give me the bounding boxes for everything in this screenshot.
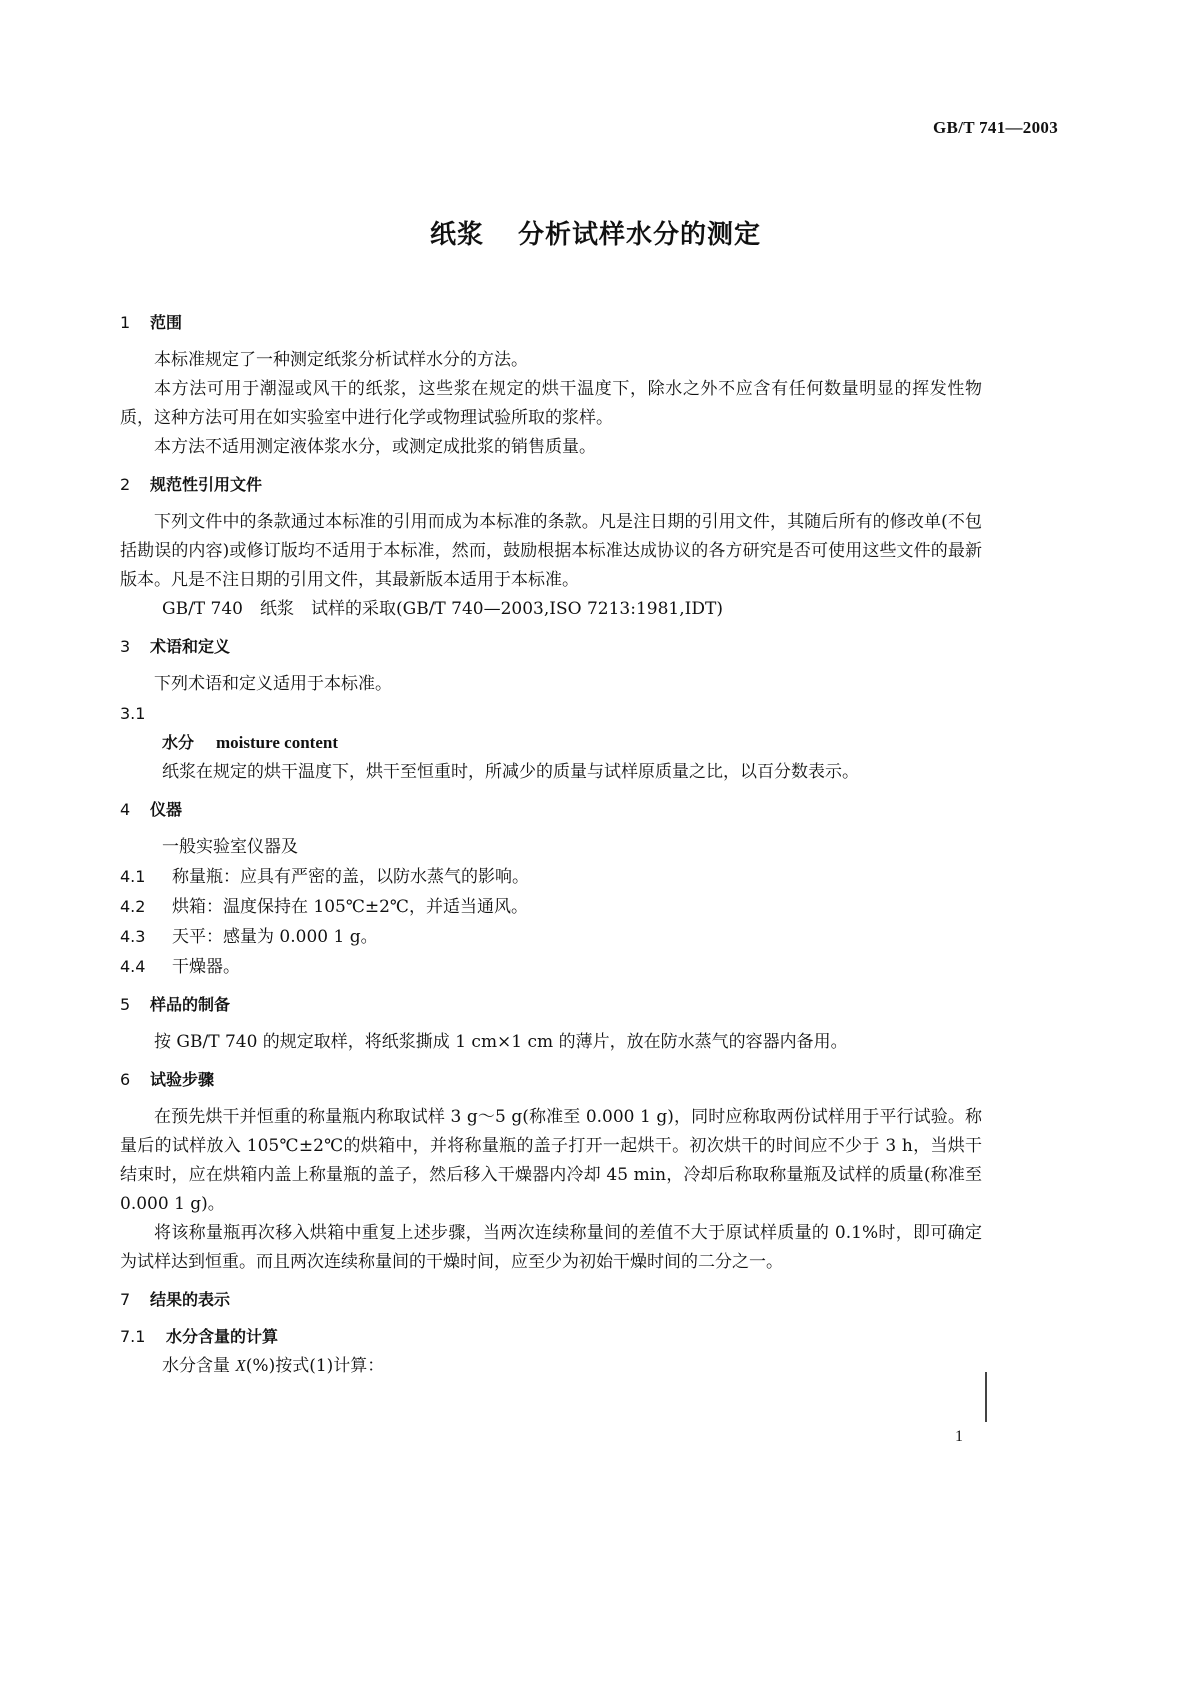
item-text: 称量瓶：应具有严密的盖，以防水蒸气的影响。 [172,867,529,887]
section-7-heading [120,1286,982,1314]
paragraph: 按 GB/T 740 的规定取样，将纸浆撕成 1 cm×1 cm 的薄片，放在防水蒸气的容器内备用。 [154,1032,848,1052]
item-number: 4.1 [120,867,146,886]
apparatus-item [120,952,982,982]
subclause-number: 3.1 [120,704,146,723]
title-left: 纸浆 [429,220,484,250]
normative-reference: GB/T 740 纸浆 试样的采取(GB/T 740—2003,ISO 7213:1981,IDT) [162,599,723,619]
title-right: 分析试样水分的测定 [518,220,762,250]
paragraph: 本标准规定了一种测定纸浆分析试样水分的方法。 [154,350,528,370]
text-suffix: (%)按式(1)计算： [245,1356,385,1376]
item-text: 天平：感量为 0.000 1 g。 [172,927,378,947]
apparatus-item [120,862,982,892]
section-3-heading [120,633,982,661]
item-number: 4.4 [120,957,146,976]
paragraph: 将该称量瓶再次移入烘箱中重复上述步骤，当两次连续称量间的差值不大于原试样质量的 0.1%时，即可确定为试样达到恒重。而且两次连续称量间的干燥时间，应至少为初始干燥时间的二分之一。 [120,1223,982,1272]
section-number: 1 [120,313,131,332]
section-number: 3 [120,637,131,656]
item-number: 4.2 [120,897,146,916]
subclause-number: 7.1 [120,1327,146,1346]
paragraph: 一般实验室仪器及 [162,837,298,857]
term-entry [120,728,982,758]
section-title: 范围 [150,313,183,332]
apparatus-item [120,892,982,922]
paragraph: 下列术语和定义适用于本标准。 [154,674,392,694]
page-number: 1 [955,1428,963,1445]
section-title: 试验步骤 [150,1070,215,1089]
section-title: 规范性引用文件 [150,475,263,494]
apparatus-item [120,922,982,952]
document-body [120,300,982,1381]
section-6-heading [120,1066,982,1094]
term-definition: 纸浆在规定的烘干温度下，烘干至恒重时，所减少的质量与试样原质量之比，以百分数表示。 [162,762,859,782]
subclause-7-1-heading [120,1323,982,1351]
variable-x: X [235,1356,246,1375]
section-1-heading [120,309,982,337]
section-title: 仪器 [150,800,183,819]
paragraph [120,1351,982,1381]
section-5-heading [120,991,982,1019]
subclause-title: 水分含量的计算 [166,1327,279,1346]
item-text: 烘箱：温度保持在 105℃±2℃，并适当通风。 [172,897,528,917]
section-title: 结果的表示 [150,1290,231,1309]
paragraph: 下列文件中的条款通过本标准的引用而成为本标准的条款。凡是注日期的引用文件，其随后所有的修改单(不包括勘误的内容)或修订版均不适用于本标准，然而，鼓励根据本标准达成协议的各方研究是否可使用这些文件的最新版本。凡是不注日期的引用文件，其最新版本适用于本标准。 [120,512,982,590]
item-number: 4.3 [120,927,146,946]
section-number: 2 [120,475,131,494]
section-number: 5 [120,995,131,1014]
paragraph: 本方法不适用测定液体浆水分，或测定成批浆的销售质量。 [154,437,596,457]
document-title [0,214,1191,251]
section-4-heading [120,796,982,824]
section-2-heading [120,471,982,499]
section-title: 样品的制备 [150,995,231,1014]
change-bar [985,1372,987,1422]
term-english: moisture content [216,733,338,752]
paragraph: 在预先烘干并恒重的称量瓶内称取试样 3 g～5 g(称准至 0.000 1 g)，同时应称取两份试样用于平行试验。称量后的试样放入 105℃±2℃的烘箱中，并将称量瓶的盖子打开一起烘干。初次烘干的时间应不少于 3 h，当烘干结束时，应在烘箱内盖上称量瓶的盖子，然后移入干燥器内冷却 45 min，冷却后称取称量瓶及试样的质量(称准至 0.000 1 g)。 [120,1107,982,1214]
item-text: 干燥器。 [172,957,240,977]
paragraph: 本方法可用于潮湿或风干的纸浆，这些浆在规定的烘干温度下，除水之外不应含有任何数量明显的挥发性物质，这种方法可用在如实验室中进行化学或物理试验所取的浆样。 [120,379,982,428]
section-number: 6 [120,1070,131,1089]
term-chinese: 水分 [162,733,195,752]
text-prefix: 水分含量 [162,1356,236,1376]
section-title: 术语和定义 [150,637,231,656]
section-number: 7 [120,1290,131,1309]
section-number: 4 [120,800,131,819]
standard-number: GB/T 741—2003 [933,118,1058,137]
